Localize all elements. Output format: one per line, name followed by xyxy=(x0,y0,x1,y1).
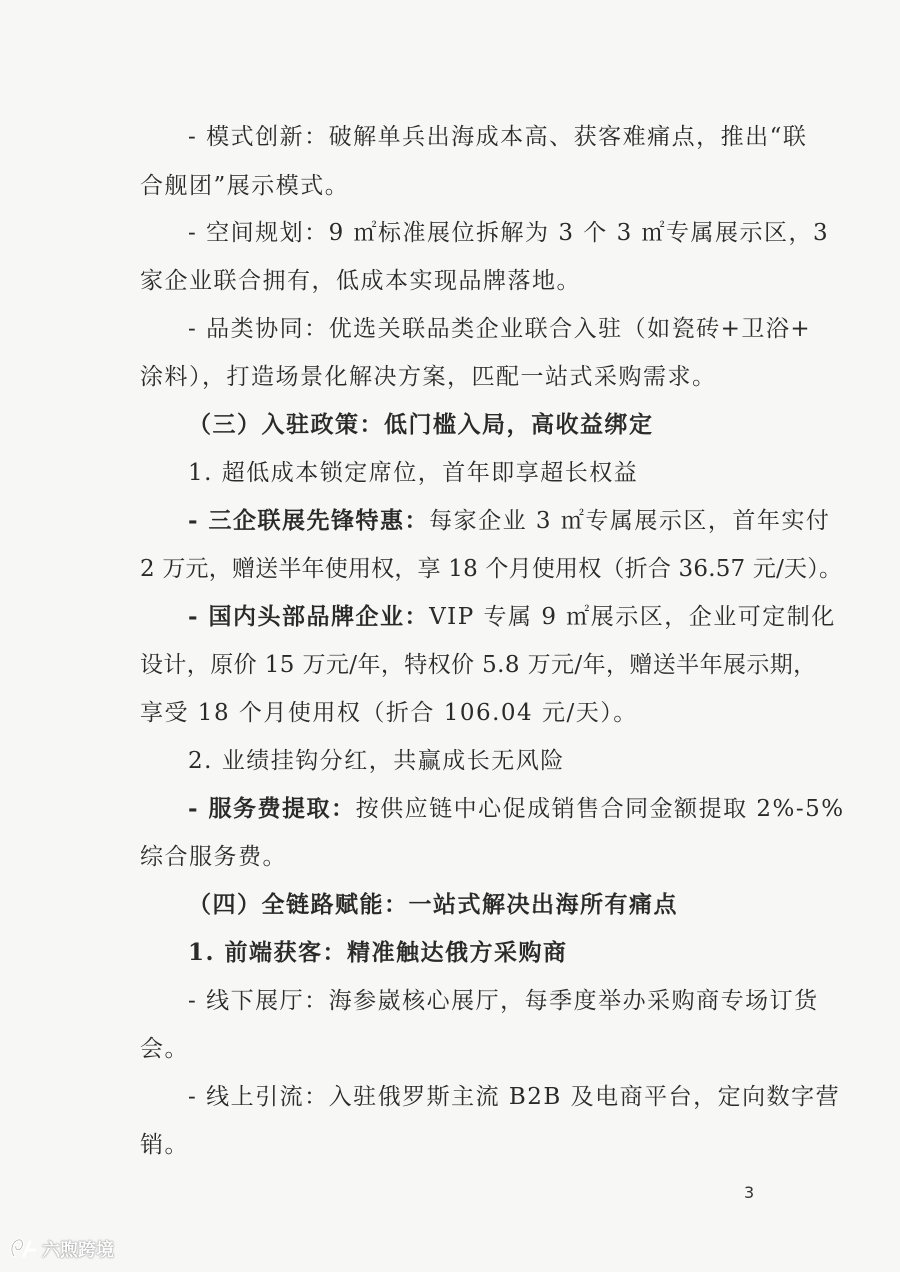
bold-prefix: - 服务费提取： xyxy=(188,795,356,822)
section-heading-3: （三）入驻政策：低门槛入局，高收益绑定 xyxy=(188,411,654,438)
section-heading-4: （四）全链路赋能：一站式解决出海所有痛点 xyxy=(188,891,678,918)
text-line-12: 设计，原价 15 万元/年，特权价 5.8 万元/年，赠送半年展示期， xyxy=(140,652,817,678)
logo-icon xyxy=(8,1236,38,1262)
text-line-20: 会。 xyxy=(140,1036,189,1062)
text-line-22: 销。 xyxy=(140,1132,189,1158)
text-line-19: - 线下展厅：海参崴核心展厅，每季度举办采购商专场订货 xyxy=(188,988,819,1014)
text-line-9: - 三企联展先锋特惠：每家企业 3 ㎡专属展示区，首年实付 xyxy=(188,507,831,534)
text-line-4: 家企业联合拥有，低成本实现品牌落地。 xyxy=(140,268,581,294)
watermark-text: 六煦跨境 xyxy=(42,1240,114,1261)
text-line-2: 合舰团”展示模式。 xyxy=(140,173,350,199)
text-line-11: - 国内头部品牌企业：VIP 专属 9 ㎡展示区，企业可定制化 xyxy=(188,603,836,630)
text-line-10: 2 万元，赠送半年使用权，享 18 个月使用权（折合 36.57 元/天）。 xyxy=(140,556,843,582)
text-line-13: 享受 18 个月使用权（折合 106.04 元/天）。 xyxy=(140,700,638,726)
text-line-16: 综合服务费。 xyxy=(140,844,287,870)
watermark xyxy=(8,1236,114,1262)
text-line-21: - 线上引流：入驻俄罗斯主流 B2B 及电商平台，定向数字营 xyxy=(188,1084,841,1110)
sub-heading-3: 1. 前端获客：精准触达俄方采购商 xyxy=(188,939,568,966)
text-line-1: - 模式创新：破解单兵出海成本高、获客难痛点，推出“联 xyxy=(188,124,808,150)
page-number: 3 xyxy=(744,1183,755,1202)
text-line-5: - 品类协同：优选关联品类企业联合入驻（如瓷砖+卫浴+ xyxy=(188,316,812,342)
sub-heading-1: 1. 超低成本锁定席位，首年即享超长权益 xyxy=(188,460,639,486)
text-line-3: - 空间规划：9 ㎡标准展位拆解为 3 个 3 ㎡专属展示区，3 xyxy=(188,220,830,246)
text-line-6: 涂料），打造场景化解决方案，匹配一站式采购需求。 xyxy=(140,364,717,390)
bold-prefix: - 国内头部品牌企业： xyxy=(188,603,430,630)
text-line-15: - 服务费提取：按供应链中心促成销售合同金额提取 2%-5% xyxy=(188,795,845,822)
sub-heading-2: 2. 业绩挂钩分红，共赢成长无风险 xyxy=(188,748,565,774)
bold-prefix: - 三企联展先锋特惠： xyxy=(188,507,430,534)
